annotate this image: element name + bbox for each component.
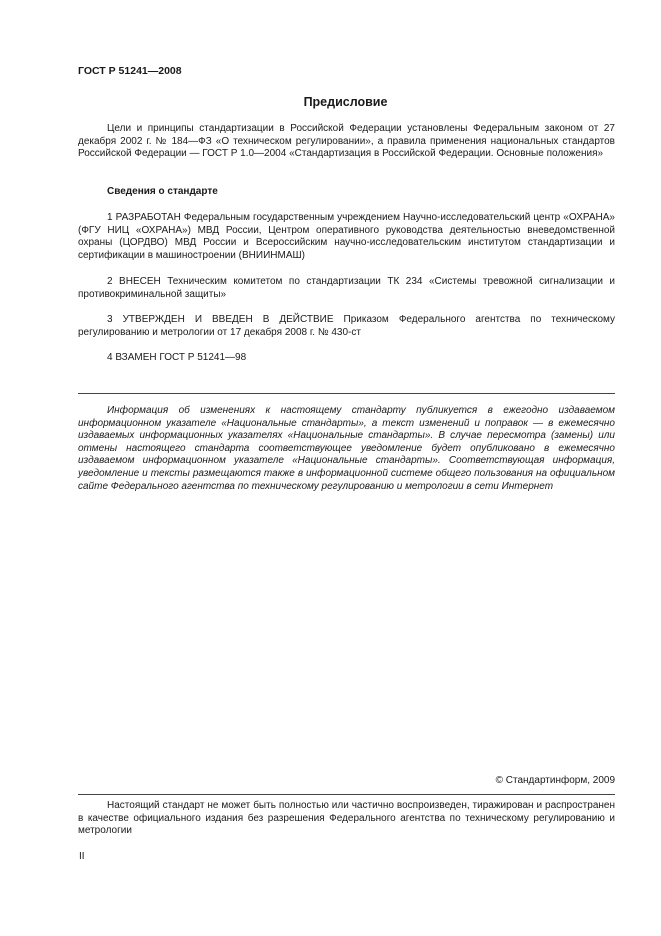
divider-bottom — [78, 794, 615, 795]
page-title: Предисловие — [303, 95, 388, 109]
copyright: © Стандартинформ, 2009 — [495, 775, 615, 786]
page-number: II — [79, 851, 85, 862]
list-item-4: 4 ВЗАМЕН ГОСТ Р 51241—98 — [107, 352, 247, 363]
list-item-2: 2 ВНЕСЕН Техническим комитетом по стандартизации ТК 234 «Системы тревожной сигнализации и противокриминальной защиты» — [78, 276, 615, 300]
info-notice: Информация об изменениях к настоящему стандарту публикуется в ежегодно издаваемом информационном указателе «Национальные стандарты», а текст изменений и поправок — в ежемесячно издаваемых информационных указателях «Национальные стандарты». В случае пересмотра (замены) или отмены настоящего стандарта соответствующее уведомление будет опубликовано в ежемесячно издаваемом информационном указателе «Национальные стандарты». Соответствующая информация, уведомление и тексты размещаются также в информационной системе общего пользования на официальном сайте Федерального агентства по техническому регулированию и метрологии в сети Интернет — [78, 405, 615, 492]
footer-notice: Настоящий стандарт не может быть полностью или частично воспроизведен, тиражирован и распространен в качестве официального издания без разрешения Федерального агентства по техническому регулированию и метрологии — [78, 800, 615, 837]
intro-paragraph: Цели и принципы стандартизации в Российской Федерации установлены Федеральным законом от 27 декабря 2002 г. № 184—ФЗ «О техническом регулировании», а правила применения национальных стандартов Российской Федерации — ГОСТ Р 1.0—2004 «Стандартизация в Российской Федерации. Основные положения» — [78, 123, 615, 160]
list-item-1: 1 РАЗРАБОТАН Федеральным государственным учреждением Научно-исследовательский центр «ОХРАНА» (ФГУ НИЦ «ОХРАНА») МВД России, Центром оперативного руководства деятельностью вневедомственной охраны (ЦОРДВО) МВД России и Всероссийским научно-исследовательским институтом стандартизации и сертификации в машиностроении (ВНИИНМАШ) — [78, 212, 615, 261]
list-item-3: 3 УТВЕРЖДЕН И ВВЕДЕН В ДЕЙСТВИЕ Приказом Федерального агентства по техническому регулированию и метрологии от 17 декабря 2008 г. № 430-ст — [78, 314, 615, 338]
divider-top — [78, 393, 615, 394]
section-heading: Сведения о стандарте — [107, 186, 218, 197]
document-number: ГОСТ Р 51241—2008 — [78, 65, 182, 77]
